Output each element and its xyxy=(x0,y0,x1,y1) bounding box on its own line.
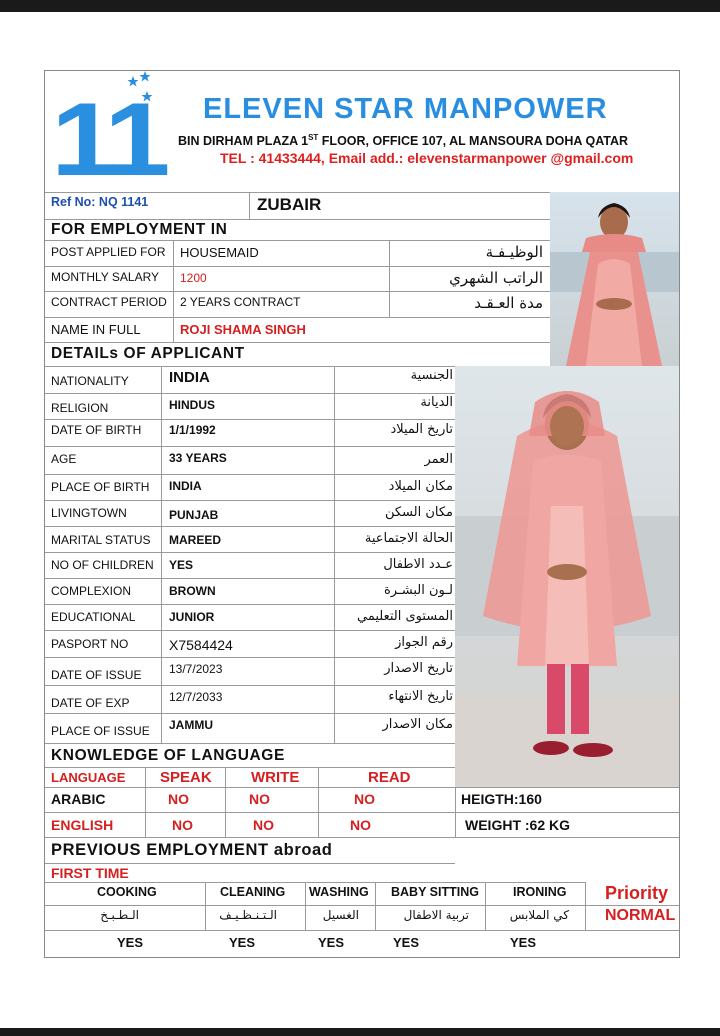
height-value: HEIGTH:160 xyxy=(461,791,542,807)
skill-cleaning-label: CLEANING xyxy=(220,885,286,899)
skill-ironing-label: IRONING xyxy=(513,885,567,899)
age-label: AGE xyxy=(51,452,77,466)
lang-col-language: LANGUAGE xyxy=(51,770,126,785)
contract-value: 2 YEARS CONTRACT xyxy=(180,295,301,309)
cv-sheet xyxy=(44,70,680,958)
marital-status-arabic: الحالة الاجتماعية xyxy=(364,531,453,546)
date-exp-arabic: تاريخ الانتهاء xyxy=(388,689,453,704)
children-arabic: عـدد الاطفال xyxy=(383,557,453,572)
skill-babysitting-value: YES xyxy=(393,935,420,950)
religion-value: HINDUS xyxy=(169,398,216,412)
skill-cooking-label: COOKING xyxy=(97,885,157,899)
date-issue-value: 13/7/2023 xyxy=(169,662,223,676)
complexion-label: COMPLEXION xyxy=(51,584,132,598)
company-address: BIN DIRHAM PLAZA 1ST FLOOR, OFFICE 107, AL MANSOURA DOHA QATAR xyxy=(178,133,629,149)
skill-ironing-arabic: كي الملابس xyxy=(509,908,569,922)
lang-col-write: WRITE xyxy=(251,769,300,786)
date-exp-value: 12/7/2033 xyxy=(169,690,223,704)
nationality-value: INDIA xyxy=(169,369,210,386)
priority-value: NORMAL xyxy=(605,907,676,924)
date-exp-label: DATE OF EXP xyxy=(51,696,130,710)
children-value: YES xyxy=(169,558,194,572)
date-issue-label: DATE OF ISSUE xyxy=(51,668,142,682)
bottom-dark-bar xyxy=(0,1028,720,1036)
lang-arabic-read: NO xyxy=(354,791,375,807)
applicant-portrait-photo xyxy=(550,192,679,366)
education-arabic: المستوى التعليمي xyxy=(357,609,453,624)
post-applied-value: HOUSEMAID xyxy=(180,245,259,260)
place-issue-label: PLACE OF ISSUE xyxy=(51,724,150,738)
place-issue-arabic: مكان الاصدار xyxy=(382,717,453,732)
applicant-full-photo xyxy=(455,366,679,787)
previous-employment-heading: PREVIOUS EMPLOYMENT abroad xyxy=(51,841,333,859)
religion-label: RELIGION xyxy=(51,401,109,415)
place-issue-value: JAMMU xyxy=(169,718,213,732)
marital-status-value: MAREED xyxy=(169,533,222,547)
language-heading: KNOWLEDGE OF LANGUAGE xyxy=(51,747,285,764)
skill-ironing-value: YES xyxy=(510,935,537,950)
place-of-birth-label: PLACE OF BIRTH xyxy=(51,480,150,494)
dob-label: DATE OF BIRTH xyxy=(51,423,142,437)
skill-cooking-value: YES xyxy=(117,935,144,950)
lang-english-write: NO xyxy=(253,817,274,833)
skill-cleaning-value: YES xyxy=(229,935,256,950)
contract-label: CONTRACT PERIOD xyxy=(51,295,167,309)
passport-label: PASPORT NO xyxy=(51,637,129,651)
lang-arabic-name: ARABIC xyxy=(51,791,106,807)
complexion-value: BROWN xyxy=(169,584,216,598)
details-heading: DETAILs OF APPLICANT xyxy=(51,345,245,362)
marital-status-label: MARITAL STATUS xyxy=(51,533,151,547)
agent-name: ZUBAIR xyxy=(257,195,322,214)
place-of-birth-arabic: مكان الميلاد xyxy=(388,479,453,494)
livingtown-value: PUNJAB xyxy=(169,508,219,522)
salary-value: 1200 xyxy=(180,271,207,285)
lang-english-name: ENGLISH xyxy=(51,817,114,833)
children-label: NO OF CHILDREN xyxy=(51,558,154,572)
company-name: ELEVEN STAR MANPOWER xyxy=(203,93,608,125)
full-name-label: NAME IN FULL xyxy=(51,322,141,337)
lang-arabic-write: NO xyxy=(249,791,270,807)
lang-arabic-speak: NO xyxy=(168,791,189,807)
place-of-birth-value: INDIA xyxy=(169,479,202,493)
livingtown-label: LIVINGTOWN xyxy=(51,506,127,520)
post-applied-arabic: الوظيـفـة xyxy=(485,243,543,261)
education-label: EDUCATIONAL xyxy=(51,610,136,624)
nationality-label: NATIONALITY xyxy=(51,374,129,388)
livingtown-arabic: مكان السكن xyxy=(384,505,453,520)
ref-number: Ref No: NQ 1141 xyxy=(51,195,149,209)
salary-arabic: الراتب الشهري xyxy=(449,269,543,287)
weight-value: WEIGHT :62 KG xyxy=(465,817,571,833)
lang-english-speak: NO xyxy=(172,817,193,833)
complexion-arabic: لـون البشـرة xyxy=(383,583,453,598)
lang-english-read: NO xyxy=(350,817,371,833)
passport-arabic: رقم الجواز xyxy=(395,635,453,650)
skill-washing-value: YES xyxy=(318,935,345,950)
skill-babysitting-label: BABY SITTING xyxy=(391,885,479,899)
skill-babysitting-arabic: تربية الاطفال xyxy=(403,908,469,922)
skill-cooking-arabic: الـطـبـخ xyxy=(100,908,139,922)
contract-arabic: مدة العـقـد xyxy=(474,294,543,312)
top-dark-bar xyxy=(0,0,720,12)
company-contact: TEL : 41433444, Email add.: elevenstarmanpower @gmail.com xyxy=(220,150,634,166)
education-value: JUNIOR xyxy=(169,610,215,624)
skill-washing-label: WASHING xyxy=(309,885,369,899)
lang-col-read: READ xyxy=(368,769,411,786)
salary-label: MONTHLY SALARY xyxy=(51,270,160,284)
age-value: 33 YEARS xyxy=(169,451,227,465)
post-applied-label: POST APPLIED FOR xyxy=(51,245,166,259)
age-arabic: العمر xyxy=(424,452,453,467)
dob-value: 1/1/1992 xyxy=(169,423,216,437)
skill-washing-arabic: الغسيل xyxy=(322,908,359,922)
dob-arabic: تاريخ الميلاد xyxy=(390,422,453,437)
passport-value: X7584424 xyxy=(169,637,233,653)
priority-label: Priority xyxy=(605,883,669,903)
religion-arabic: الديانة xyxy=(420,395,453,410)
date-issue-arabic: تاريخ الاصدار xyxy=(384,661,453,676)
full-name-value: ROJI SHAMA SINGH xyxy=(180,322,306,337)
employment-heading: FOR EMPLOYMENT IN xyxy=(51,221,228,238)
skill-cleaning-arabic: الـتـنـظـيـف xyxy=(219,908,277,922)
lang-col-speak: SPEAK xyxy=(160,769,212,786)
nationality-arabic: الجنسية xyxy=(410,368,453,383)
company-logo: 11 xyxy=(51,82,164,198)
previous-employment-status: FIRST TIME xyxy=(51,865,129,881)
